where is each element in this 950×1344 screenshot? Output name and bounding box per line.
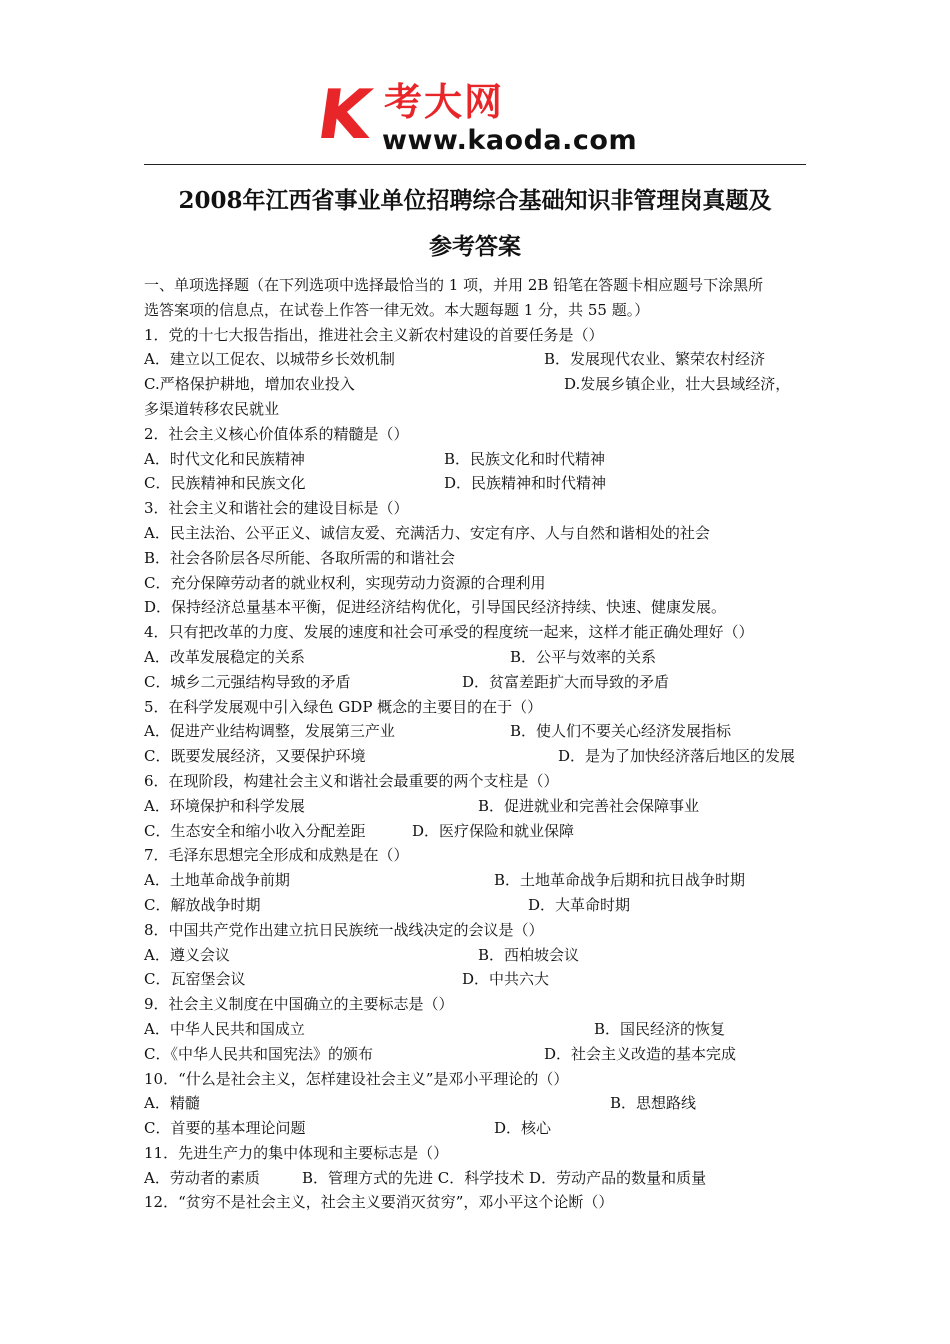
text-segment: 6．在现阶段，构建社会主义和谐社会最重要的两个支柱是（） <box>144 771 559 790</box>
text-line <box>144 1116 810 1141</box>
text-line <box>144 595 810 620</box>
text-segment: 10．“什么是社会主义，怎样建设社会主义”是邓小平理论的（） <box>144 1069 569 1088</box>
text-segment: B．社会各阶层各尽所能、各取所需的和谐社会 <box>144 548 456 567</box>
text-line <box>144 372 810 397</box>
text-segment: D．民族精神和时代精神 <box>444 474 607 493</box>
text-line <box>144 843 810 868</box>
text-line <box>144 992 810 1017</box>
text-segment: C．瓦窑堡会议 <box>144 970 246 989</box>
text-segment: D．中共六大 <box>462 970 550 989</box>
text-line <box>144 645 810 670</box>
text-segment: B．发展现代农业、繁荣农村经济 <box>544 350 766 369</box>
text-segment: C．民族精神和民族文化 <box>144 474 306 493</box>
text-segment: C．充分保障劳动者的就业权利，实现劳动力资源的合理利用 <box>144 573 546 592</box>
text-segment: C．《中华人民共和国宪法》的颁布 <box>144 1044 373 1063</box>
text-segment: B．思想路线 <box>610 1094 697 1113</box>
text-segment: 7．毛泽东思想完全形成和成熟是在（） <box>144 846 409 865</box>
text-segment: B．使人们不要关心经济发展指标 <box>510 722 732 741</box>
text-segment: D．是为了加快经济落后地区的发展 <box>558 747 796 766</box>
text-segment: C.严格保护耕地，增加农业投入 <box>144 375 355 394</box>
text-segment: B．民族文化和时代精神 <box>444 449 606 468</box>
text-segment: 8．中国共产党作出建立抗日民族统一战线决定的会议是（） <box>144 920 544 939</box>
text-segment: A．改革发展稳定的关系 <box>144 647 305 666</box>
text-segment: C．既要发展经济，又要保护环境 <box>144 747 366 766</box>
text-line <box>144 422 810 447</box>
text-segment: D．大革命时期 <box>528 895 631 914</box>
text-segment: D．社会主义改造的基本完成 <box>544 1044 737 1063</box>
text-segment: C．首要的基本理论问题 <box>144 1119 306 1138</box>
text-segment: A．劳动者的素质 <box>144 1168 260 1187</box>
text-line <box>144 1141 810 1166</box>
logo-name: 考大网 <box>384 80 505 124</box>
text-line <box>144 1067 810 1092</box>
text-segment: B．国民经济的恢复 <box>594 1019 726 1038</box>
text-segment: 3．社会主义和谐社会的建设目标是（） <box>144 499 409 518</box>
document-title-line-2: 参考答案 <box>429 233 521 260</box>
text-segment: A．精髓 <box>144 1094 200 1113</box>
text-segment: 11．先进生产力的集中体现和主要标志是（） <box>144 1143 449 1162</box>
text-line <box>144 794 810 819</box>
text-line <box>144 1190 810 1215</box>
text-segment: 12．“贫穷不是社会主义，社会主义要消灭贫穷”，邓小平这个论断（） <box>144 1193 614 1212</box>
text-line <box>144 868 810 893</box>
text-line <box>144 273 810 298</box>
text-line <box>144 1091 810 1116</box>
text-segment: A．建立以工促农、以城带乡长效机制 <box>144 350 395 369</box>
text-line <box>144 447 810 472</box>
text-segment: 1．党的十七大报告指出，推进社会主义新农村建设的首要任务是（） <box>144 325 604 344</box>
text-segment: 选答案项的信息点，在试卷上作答一律无效。本大题每题 1 分，共 55 题。） <box>144 300 650 319</box>
text-segment: A．中华人民共和国成立 <box>144 1019 305 1038</box>
logo-url: www.kaoda.com <box>382 125 638 156</box>
text-line <box>144 1166 810 1191</box>
text-line <box>144 769 810 794</box>
text-segment: A．促进产业结构调整，发展第三产业 <box>144 722 395 741</box>
text-segment: B．土地革命战争后期和抗日战争时期 <box>494 871 746 890</box>
text-segment: 9．社会主义制度在中国确立的主要标志是（） <box>144 995 454 1014</box>
text-line <box>144 943 810 968</box>
text-segment: A．土地革命战争前期 <box>144 871 290 890</box>
text-line <box>144 496 810 521</box>
text-line <box>144 893 810 918</box>
text-line <box>144 918 810 943</box>
document-title-line-1: 2008年江西省事业单位招聘综合基础知识非管理岗真题及 <box>178 187 772 214</box>
text-line <box>144 719 810 744</box>
text-line <box>144 397 810 422</box>
text-segment: C．生态安全和缩小收入分配差距 <box>144 821 366 840</box>
text-segment: A．环境保护和科学发展 <box>144 796 305 815</box>
text-segment: D．贫富差距扩大而导致的矛盾 <box>462 672 670 691</box>
text-segment: 2．社会主义核心价值体系的精髓是（） <box>144 424 409 443</box>
text-segment: D．保持经济总量基本平衡，促进经济结构优化，引导国民经济持续、快速、健康发展。 <box>144 598 727 617</box>
text-line <box>144 744 810 769</box>
text-segment: C．城乡二元强结构导致的矛盾 <box>144 672 351 691</box>
text-line <box>144 1017 810 1042</box>
text-line <box>144 819 810 844</box>
text-segment: A．时代文化和民族精神 <box>144 449 305 468</box>
logo-k-mark: K <box>312 76 377 155</box>
text-segment: B．西柏坡会议 <box>478 945 580 964</box>
text-line <box>144 347 810 372</box>
text-segment: 5．在科学发展观中引入绿色 GDP 概念的主要目的在于（） <box>144 697 543 716</box>
text-line <box>144 521 810 546</box>
text-segment: A．遵义会议 <box>144 945 230 964</box>
text-segment: 4．只有把改革的力度、发展的速度和社会可承受的程度统一起来，这样才能正确处理好（） <box>144 623 754 642</box>
text-line <box>144 967 810 992</box>
text-segment: 一、单项选择题（在下列选项中选择最恰当的 1 项，并用 2B 铅笔在答题卡相应题号下涂黑所 <box>144 276 764 294</box>
text-line <box>144 620 810 645</box>
text-line <box>144 471 810 496</box>
text-segment: D．医疗保险和就业保障 <box>412 821 575 840</box>
text-line <box>144 298 810 323</box>
text-segment: D.发展乡镇企业，壮大县域经济， <box>564 375 791 394</box>
text-line <box>144 546 810 571</box>
kaoda-logo <box>312 76 638 158</box>
text-segment: A．民主法治、公平正义、诚信友爱、充满活力、安定有序、人与自然和谐相处的社会 <box>144 523 710 542</box>
header-divider <box>144 164 806 165</box>
question-body <box>144 273 810 1215</box>
text-segment: 多渠道转移农民就业 <box>144 399 280 418</box>
text-segment: B．公平与效率的关系 <box>510 647 657 666</box>
text-line <box>144 695 810 720</box>
text-line <box>144 571 810 596</box>
text-segment: C．解放战争时期 <box>144 895 261 914</box>
text-line <box>144 323 810 348</box>
text-segment: B．促进就业和完善社会保障事业 <box>478 796 700 815</box>
text-line <box>144 1042 810 1067</box>
text-segment: D．核心 <box>494 1119 552 1138</box>
text-line <box>144 670 810 695</box>
text-segment: B．管理方式的先进 C．科学技术 D．劳动产品的数量和质量 <box>302 1168 707 1187</box>
